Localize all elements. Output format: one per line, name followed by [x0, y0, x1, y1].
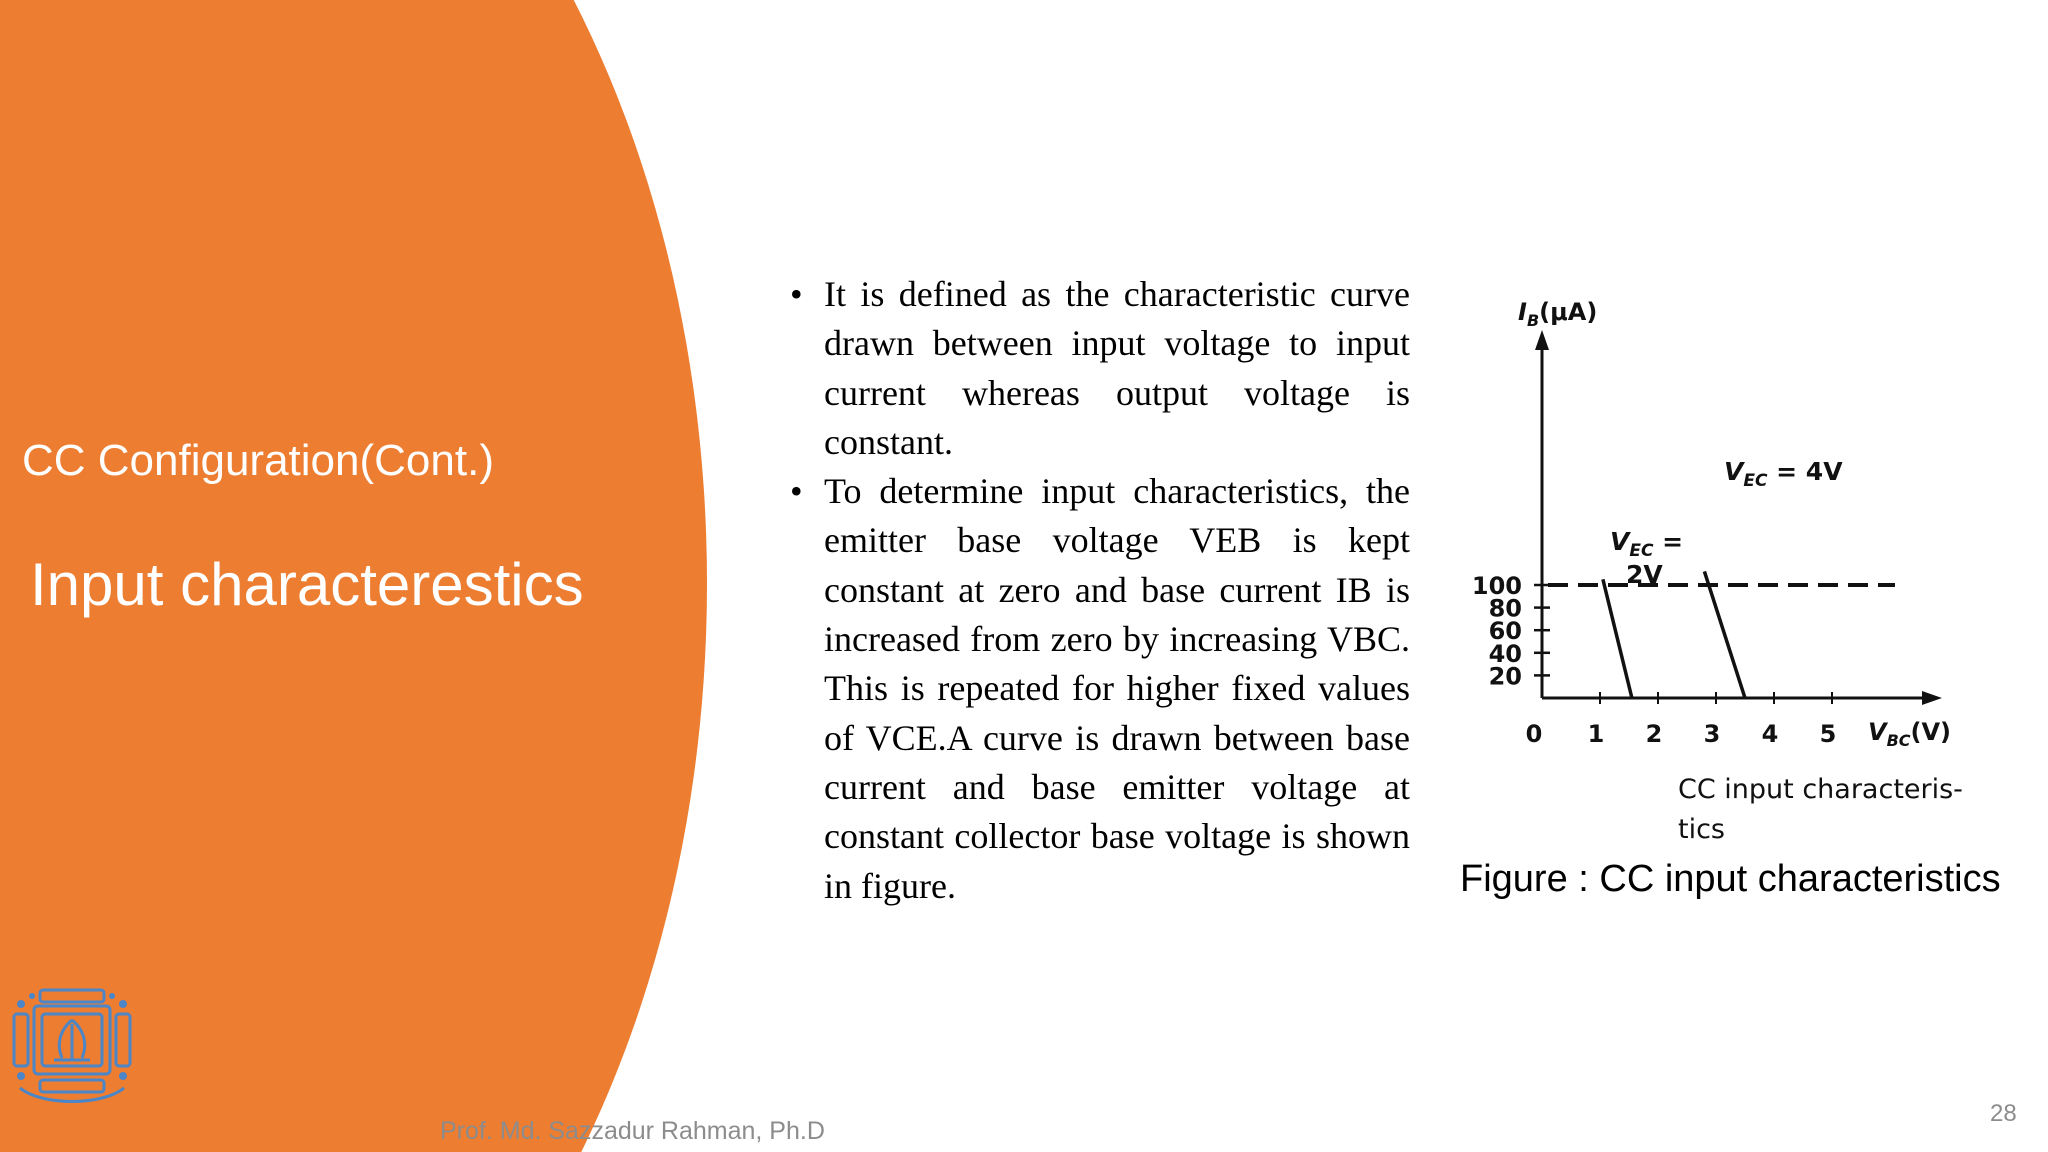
x-tick-label: 5 — [1819, 720, 1837, 748]
y-tick-label: 20 — [1488, 662, 1522, 691]
x-tick-label: 1 — [1587, 720, 1605, 748]
curve-vec-2v — [1603, 579, 1632, 698]
chart-caption-line1: CC input characteris- — [1678, 774, 1963, 805]
curve-vec-4v — [1704, 571, 1745, 698]
y-axis-label: $I_B(\mu A)$ — [1518, 298, 1598, 330]
curve-label-vec-2v-value: 2V — [1626, 560, 1663, 589]
y-tick-label: 80 — [1488, 594, 1522, 623]
bullet-item: • To determine input characteristics, the emitter base voltage VEB is kept constant at zero and base current IB is increased from zero by increasing VBC. This is repeated for higher fixed values of VCE.A curve is drawn between base current and base emitter voltage at constant collector base voltage is shown in figure. — [790, 467, 1410, 911]
figure-caption: Figure : CC input characteristics — [1460, 858, 2001, 900]
x-tick-label: 0 — [1525, 720, 1543, 748]
x-tick-label: 4 — [1761, 720, 1779, 748]
bullet-item: • It is defined as the characteristic curve drawn between input voltage to input current whereas output voltage is constant. — [790, 270, 1410, 467]
slide-number: 28 — [1990, 1100, 2017, 1127]
university-emblem-icon — [12, 984, 132, 1108]
y-tick-label: 100 — [1471, 572, 1522, 600]
y-axis-arrow — [1535, 330, 1549, 350]
chart-caption-line2: tics — [1678, 814, 1725, 845]
y-tick-label: 40 — [1488, 639, 1522, 668]
curve-label-vec-2v: $V_{EC}$ = — [1610, 527, 1684, 561]
section-title: CC Configuration(Cont.) — [22, 436, 494, 485]
y-tick-label: 60 — [1488, 617, 1522, 646]
x-axis-arrow — [1922, 691, 1942, 705]
x-tick-label: 3 — [1703, 720, 1721, 748]
curve-label-vec-4v: $V_{EC} = 4V$ — [1724, 457, 1843, 491]
slide-title: Input characterestics — [30, 551, 584, 618]
x-axis-label: $V_{BC}(V)$ — [1868, 718, 1952, 750]
footer-author: Prof. Md. Sazzadur Rahman, Ph.D — [440, 1117, 825, 1145]
x-tick-label: 2 — [1645, 720, 1663, 748]
cc-input-characteristics-chart — [1440, 290, 2000, 870]
bullet-list — [790, 270, 1410, 911]
